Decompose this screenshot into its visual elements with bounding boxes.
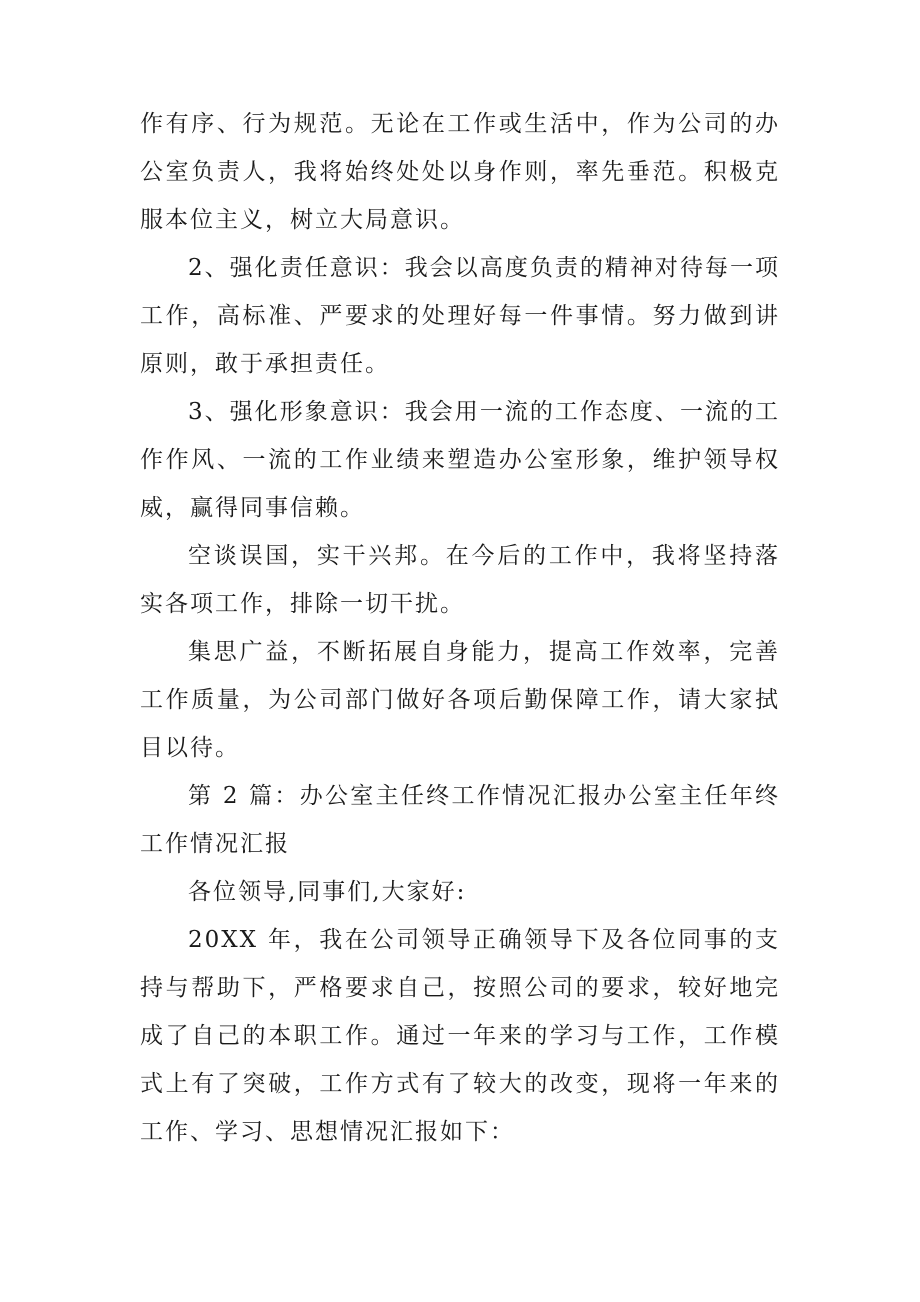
paragraph-closing: 集思广益，不断拓展自身能力，提高工作效率，完善工作质量，为公司部门做好各项后勤保障工作，请大家拭目以待。 bbox=[140, 639, 780, 761]
section-heading: 第 2 篇：办公室主任终工作情况汇报办公室主任年终工作情况汇报 bbox=[140, 783, 780, 857]
document-body bbox=[140, 100, 780, 1156]
paragraph-intro: 20XX 年，我在公司领导正确领导下及各位同事的支持与帮助下，严格要求自己，按照公司的要求，较好地完成了自己的本职工作。通过一年来的学习与工作，工作模式上有了突破，工作方式有了较大的改变，现将一年来的工作、学习、思想情况汇报如下： bbox=[140, 927, 780, 1145]
paragraph-greeting: 各位领导,同事们,大家好: bbox=[188, 879, 467, 905]
paragraph-responsibility: 2、强化责任意识：我会以高度负责的精神对待每一项工作，高标准、严要求的处理好每一件事情。努力做到讲原则，敢于承担责任。 bbox=[140, 255, 780, 377]
paragraph-action: 空谈误国，实干兴邦。在今后的工作中，我将坚持落实各项工作，排除一切干扰。 bbox=[140, 543, 780, 617]
paragraph-image: 3、强化形象意识：我会用一流的工作态度、一流的工作作风、一流的工作业绩来塑造办公室形象，维护领导权威，赢得同事信赖。 bbox=[140, 399, 780, 521]
paragraph-continued: 作有序、行为规范。无论在工作或生活中，作为公司的办公室负责人，我将始终处处以身作则，率先垂范。积极克服本位主义，树立大局意识。 bbox=[140, 111, 780, 233]
